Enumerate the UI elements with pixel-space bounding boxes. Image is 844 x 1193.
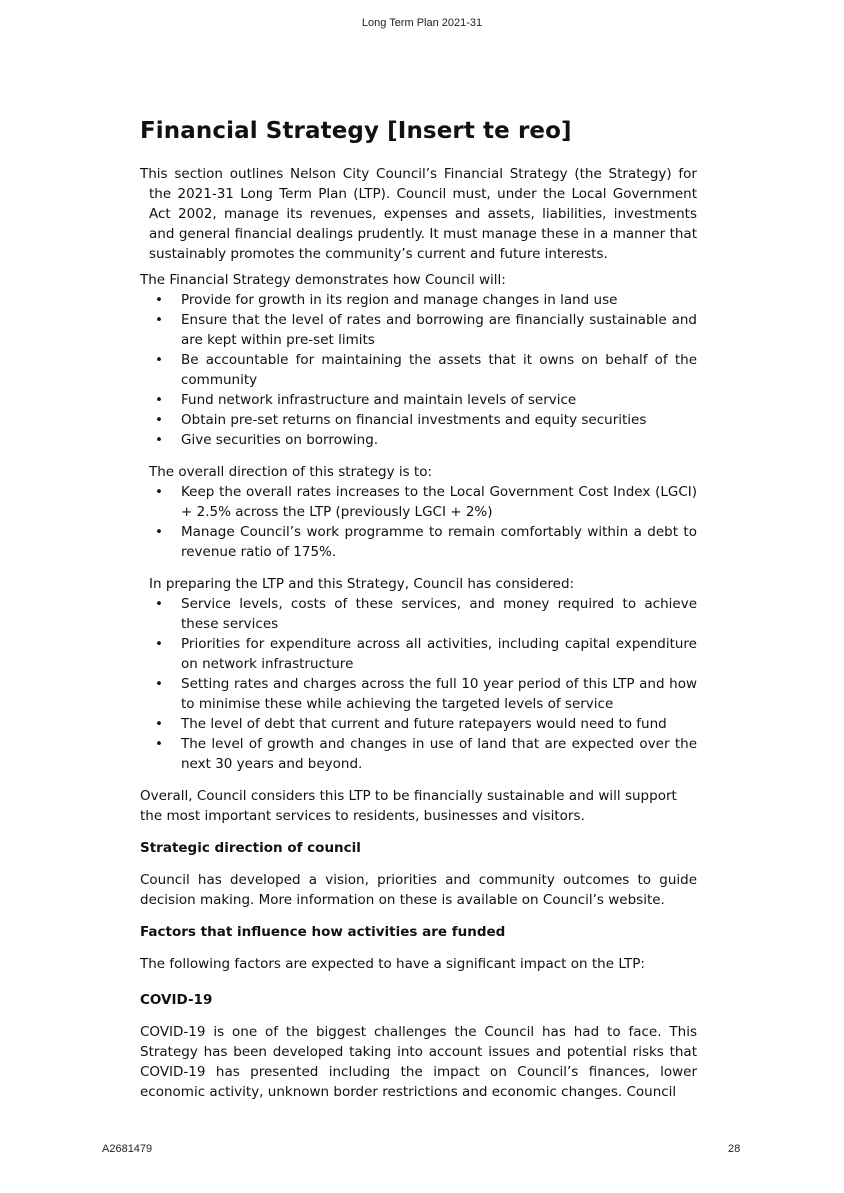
intro-paragraph: This section outlines Nelson City Council’s Financial Strategy (the Strategy) for the 2021-31 Long Term Plan (LTP). Council must, under the Local Government Act 2002, manage its revenues, expenses and assets, liabilities, investments and general financial dealings prudently. It must manage these in a manner that sustainably promotes the community’s current and future interests. [140, 166, 697, 262]
covid-paragraph: COVID-19 is one of the biggest challenges the Council has had to face. This Strategy has been developed taking into account issues and potential risks that COVID-19 has presented including the impact on Council’s finances, lower economic activity, unknown border restrictions and economic changes. Council [140, 1024, 697, 1100]
strategic-paragraph: Council has developed a vision, priorities and community outcomes to guide decision making. More information on these is available on Council’s website. [140, 872, 697, 908]
page-title: Financial Strategy [Insert te reo] [140, 118, 572, 144]
demonstrates-list [140, 290, 697, 450]
factors-paragraph: The following factors are expected to have a significant impact on the LTP: [140, 956, 645, 972]
page-content [140, 118, 697, 1102]
page-number: 28 [728, 1143, 741, 1155]
list-item: • Setting rates and charges across the full 10 year period of this LTP and how to minimise these while achieving the targeted levels of service [140, 674, 697, 714]
list-item: • Fund network infrastructure and maintain levels of service [140, 390, 697, 410]
covid-heading: COVID-19 [140, 992, 213, 1008]
running-header: Long Term Plan 2021-31 [361, 17, 483, 29]
list-item: • Ensure that the level of rates and borrowing are financially sustainable and are kept within pre-set limits [140, 310, 697, 350]
list-item: • Priorities for expenditure across all activities, including capital expenditure on network infrastructure [140, 634, 697, 674]
document-id: A2681479 [102, 1143, 153, 1155]
strategic-heading: Strategic direction of council [140, 840, 361, 856]
list-item: • Keep the overall rates increases to the Local Government Cost Index (LGCI) + 2.5% across the LTP (previously LGCI + 2%) [140, 482, 697, 522]
factors-heading: Factors that influence how activities are funded [140, 924, 506, 940]
list-item: • Give securities on borrowing. [140, 430, 697, 450]
list-item: • The level of growth and changes in use of land that are expected over the next 30 years and beyond. [140, 734, 697, 774]
list-item: • The level of debt that current and future ratepayers would need to fund [140, 714, 697, 734]
list-item: • Provide for growth in its region and manage changes in land use [140, 290, 697, 310]
direction-lead: The overall direction of this strategy is to: [149, 464, 433, 480]
considered-list [140, 594, 697, 774]
demonstrates-lead: The Financial Strategy demonstrates how Council will: [140, 272, 506, 288]
list-item: • Service levels, costs of these services, and money required to achieve these services [140, 594, 697, 634]
list-item: • Manage Council’s work programme to remain comfortably within a debt to revenue ratio of 175%. [140, 522, 697, 562]
list-item: • Obtain pre-set returns on financial investments and equity securities [140, 410, 697, 430]
overall-paragraph: Overall, Council considers this LTP to be financially sustainable and will support the most important services to residents, businesses and visitors. [140, 788, 677, 824]
list-item: • Be accountable for maintaining the assets that it owns on behalf of the community [140, 350, 697, 390]
considered-lead: In preparing the LTP and this Strategy, Council has considered: [149, 576, 575, 592]
direction-list [140, 482, 697, 562]
